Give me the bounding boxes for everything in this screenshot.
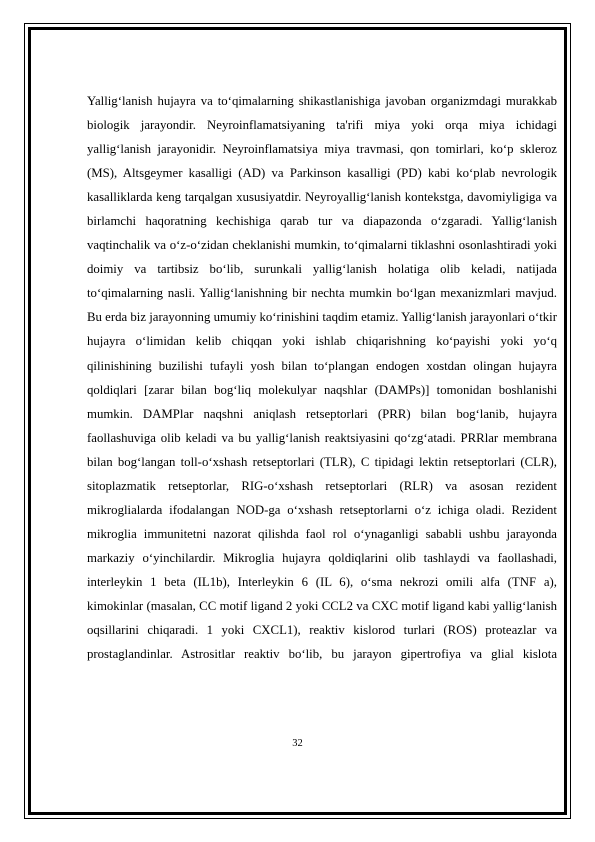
page-number: 32 — [292, 738, 303, 749]
body-paragraph: Yallig‘lanish hujayra va to‘qimalarning shikastlanishiga javoban organizmdagi murakkab biologik jarayondir. Neyroinflamatsiyaning ta'rifi miya yoki orqa miya ichidagi yallig‘lanish jarayonidir. Neyroinflamatsiya miya travmasi, qon tomirlari, ko‘p skleroz (MS), Altsgeymer kasalligi (AD) va Parkinson kasalligi (PD) kabi ko‘plab nevrologik kasalliklarda keng tarqalgan xususiyatdir. Neyroyallig‘lanish kontekstga, davomiyligiga va birlamchi haqoratning kechishiga qarab tur va diapazonda o‘zgaradi. Yallig‘lanish vaqtinchalik va o‘z-o‘zidan cheklanishi mumkin, to‘qimalarni tiklashni osonlashtiradi yoki doimiy va tartibsiz bo‘lib, surunkali yallig‘lanish holatiga olib keladi, natijada to‘qimalarning nasli. Yallig‘lanishning bir nechta mumkin bo‘lgan mexanizmlari mavjud. Bu erda biz jarayonning umumiy ko‘rinishini taqdim etamiz. Yallig‘lanish jarayonlari o‘tkir hujayra o‘limidan kelib chiqqan yoki ishlab chiqarishning ko‘payishi yoki yo‘q qilinishining buzilishi tufayli yosh bilan to‘plangan endogen xostdan olingan hujayra qoldiqlari [zarar bilan bog‘liq molekulyar naqshlar (DAMPs)] tomonidan boshlanishi mumkin. DAMPlar naqshni aniqlash retseptorlari (PRR) bilan bog‘lanib, hujayra faollashuviga olib keladi va bu yallig‘lanish reaktsiyasini qo‘zg‘atadi. PRRlar membrana bilan bog‘langan toll-o‘xshash retseptorlari (TLR), C tipidagi lektin retseptorlari (CLR), sitoplazmatik retseptorlar, RIG-o‘xshash retseptorlari (RLR) va asosan rezident mikroglialarda ifodalangan NOD-ga o‘xshash retseptorlarni o‘z ichiga oladi. Rezident mikroglia immunitetni nazorat qilishda faol rol o‘ynaganligi sababli ushbu jarayonda markaziy o‘yinchilardir. Mikroglia hujayra qoldiqlarini olib tashlaydi va faollashadi, interleykin 1 beta (IL1b), Interleykin 6 (IL 6), o‘sma nekrozi omili alfa (TNF a), kimokinlar (masalan, CC motif ligand 2 yoki CCL2 va CXC motif ligand kabi yallig‘lanish oqsillarini chiqaradi. 1 yoki CXCL1), reaktiv kislorod turlari (ROS) proteazlar va prostaglandinlar. Astrositlar reaktiv bo‘lib, bu jarayon gipertrofiya va glial kislota — [87, 94, 557, 662]
